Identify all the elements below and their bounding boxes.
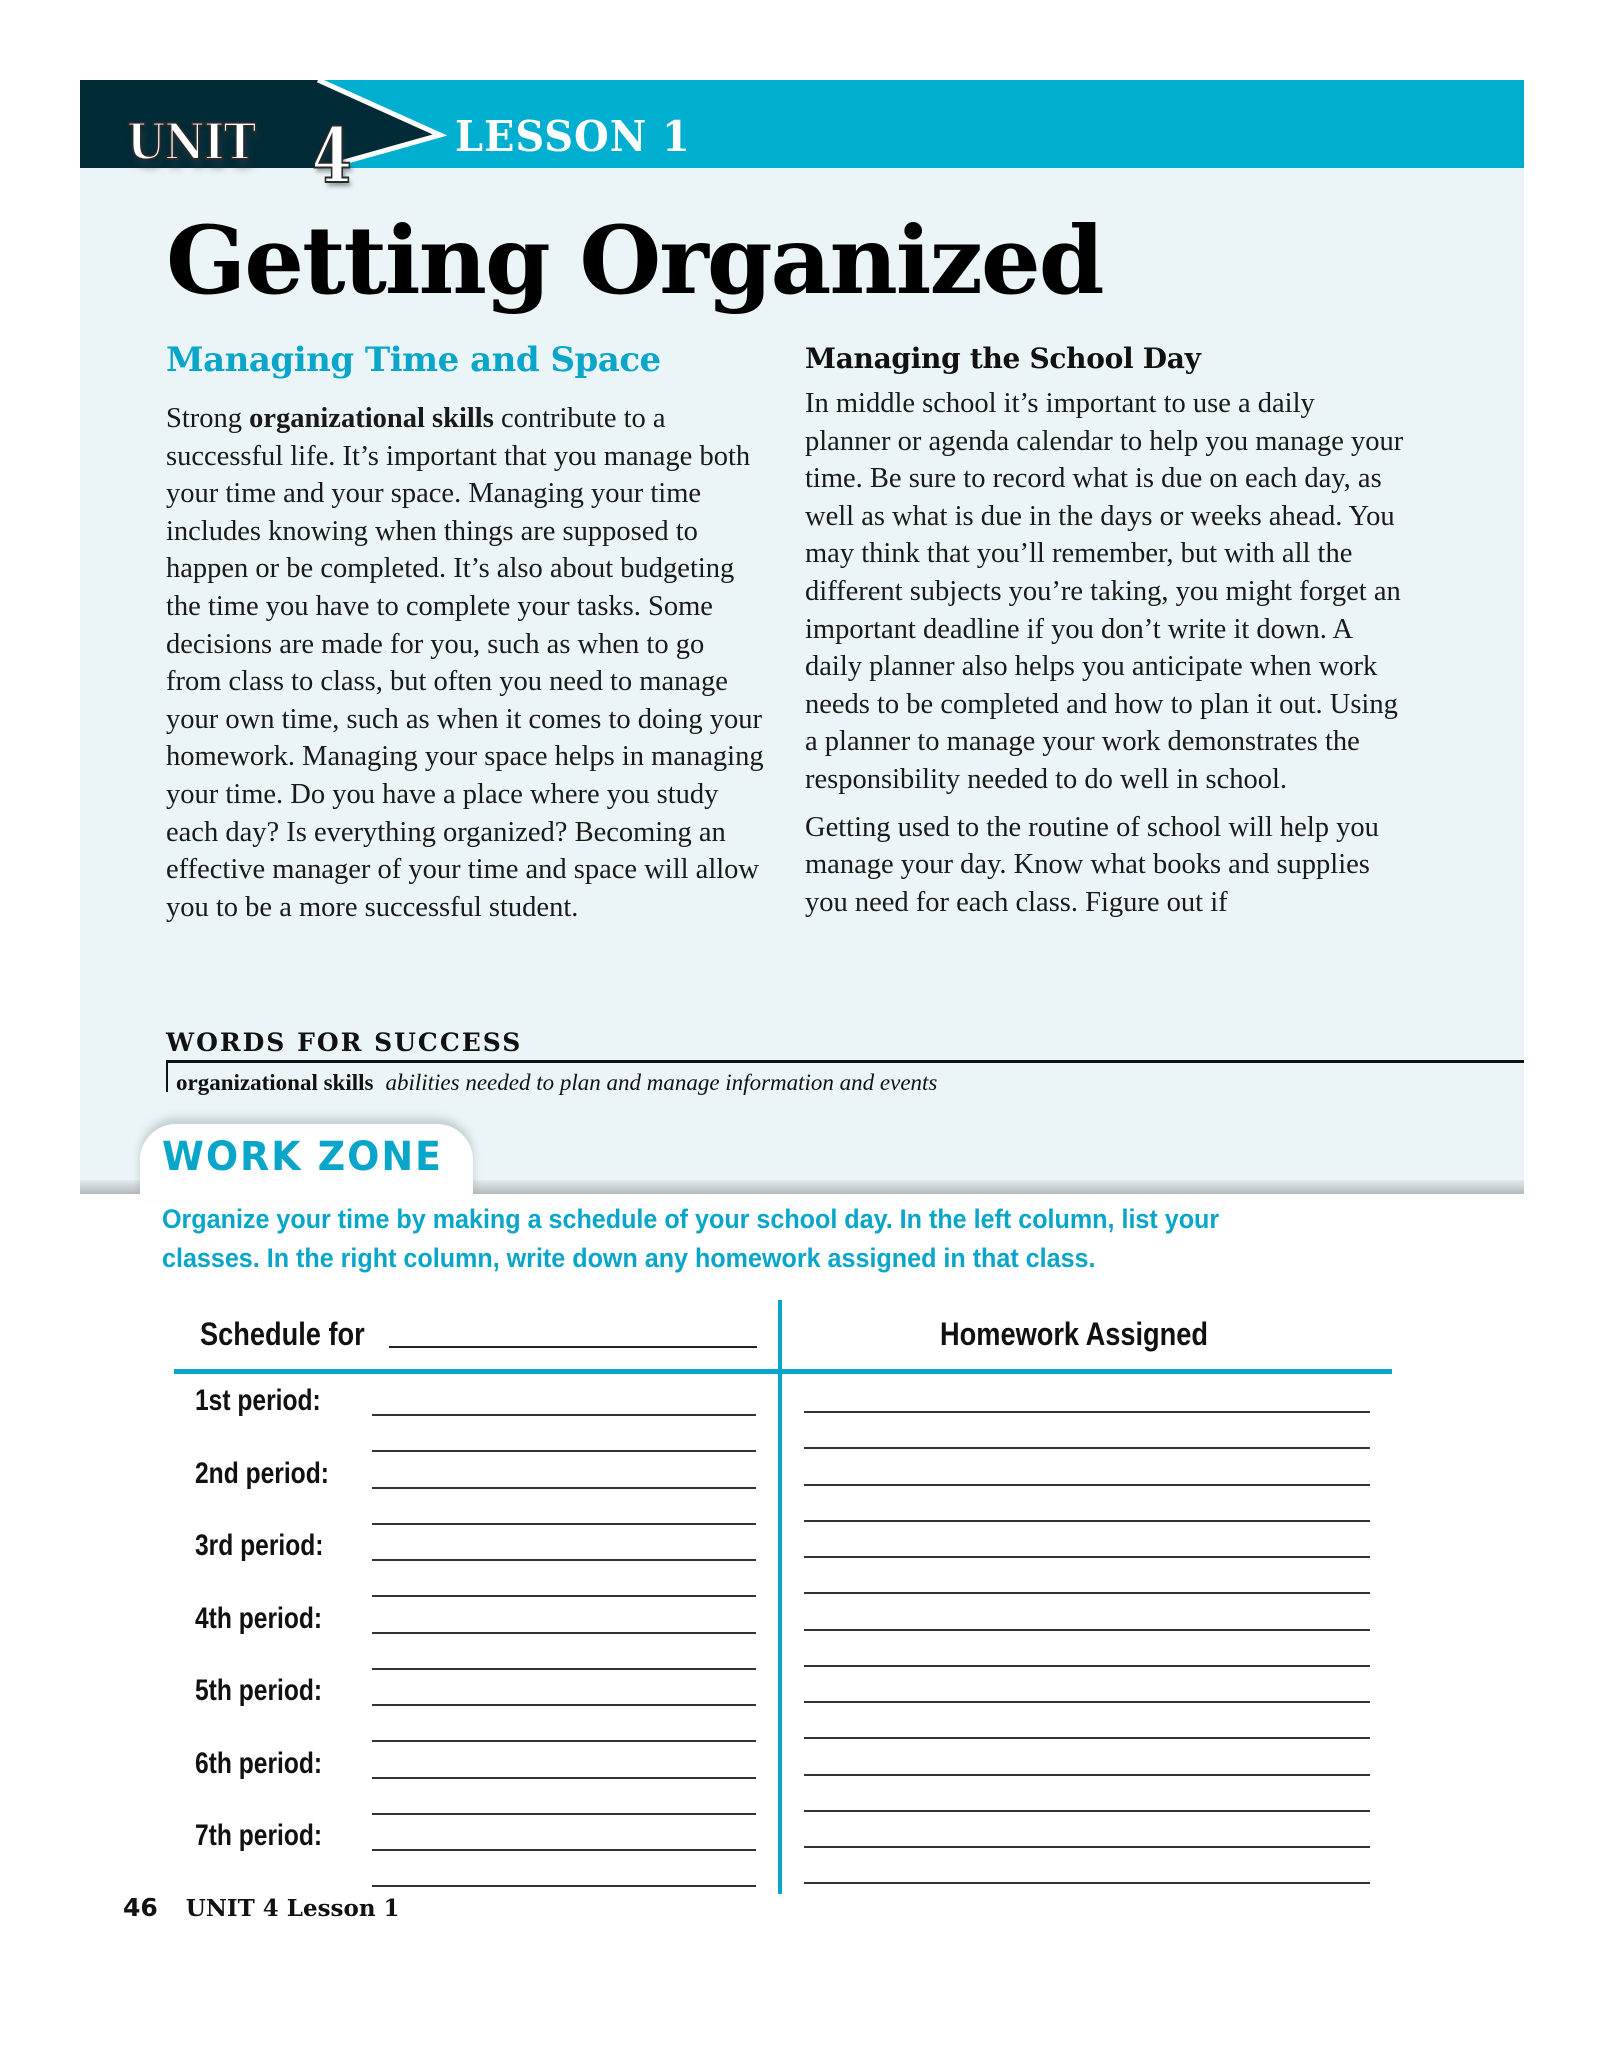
class-input-line[interactable] bbox=[372, 1595, 756, 1597]
table-header-rule bbox=[174, 1369, 1392, 1374]
schedule-row bbox=[0, 1384, 1604, 1456]
period-label: 4th period: bbox=[195, 1601, 323, 1635]
period-label: 7th period: bbox=[195, 1819, 323, 1852]
vocabulary-definition: abilities needed to plan and manage information and events bbox=[385, 1070, 938, 1095]
right-column-text bbox=[805, 385, 1405, 921]
class-input-line[interactable] bbox=[372, 1668, 756, 1670]
homework-input-line[interactable] bbox=[804, 1629, 1370, 1631]
words-for-success-heading: WORDS FOR SUCCESS bbox=[166, 1028, 523, 1057]
period-label: 6th period: bbox=[195, 1746, 323, 1780]
words-for-success-tick bbox=[166, 1060, 168, 1092]
schedule-row bbox=[0, 1602, 1604, 1674]
lesson-label: LESSON 1 bbox=[455, 112, 691, 161]
unit-banner-arrow bbox=[80, 80, 1524, 168]
paragraph: In middle school it’s important to use a daily planner or agenda calendar to help you manage your time. Be sure to record what is due on each day, as well as what is due in the days or weeks ahead. You may think that you’ll remember, but with all the different subjects you’re taking, you might forget an important deadline if you don’t write it down. A daily planner also helps you anticipate when work needs to be completed and how to plan it out. Using a planner to manage your work demonstrates the responsibility needed to do well in school. bbox=[805, 388, 1404, 795]
schedule-row bbox=[0, 1819, 1604, 1891]
text-run: Strong bbox=[166, 403, 250, 434]
schedule-row bbox=[0, 1529, 1604, 1601]
unit-label: UNIT bbox=[127, 112, 256, 171]
schedule-row bbox=[0, 1747, 1604, 1819]
work-zone-instructions: Organize your time by making a schedule of your school day. In the left column, list your classes. In the right column, write down any homework assigned in that class. bbox=[162, 1204, 1220, 1273]
homework-input-line[interactable] bbox=[804, 1846, 1370, 1848]
class-input-line[interactable] bbox=[372, 1813, 756, 1815]
homework-input-line[interactable] bbox=[804, 1665, 1370, 1667]
section-heading-time-space: Managing Time and Space bbox=[166, 340, 661, 380]
class-input-line[interactable] bbox=[372, 1704, 756, 1706]
period-label: 3rd period: bbox=[195, 1529, 324, 1562]
homework-input-line[interactable] bbox=[804, 1447, 1370, 1449]
class-input-line[interactable] bbox=[372, 1450, 756, 1452]
homework-input-line[interactable] bbox=[804, 1520, 1370, 1522]
period-label: 1st period: bbox=[195, 1384, 321, 1417]
class-input-line[interactable] bbox=[372, 1632, 756, 1634]
schedule-for-label: Schedule for bbox=[200, 1316, 365, 1352]
homework-input-line[interactable] bbox=[804, 1882, 1370, 1884]
class-input-line[interactable] bbox=[372, 1559, 756, 1561]
key-term: organizational skills bbox=[249, 403, 494, 434]
words-for-success-rule bbox=[166, 1060, 1524, 1063]
homework-input-line[interactable] bbox=[804, 1484, 1370, 1486]
class-input-line[interactable] bbox=[372, 1885, 756, 1887]
vocabulary-entry bbox=[176, 1070, 937, 1096]
class-input-line[interactable] bbox=[372, 1487, 756, 1489]
page-footer bbox=[123, 1893, 400, 1922]
class-input-line[interactable] bbox=[372, 1849, 756, 1851]
class-input-line[interactable] bbox=[372, 1740, 756, 1742]
section-heading-school-day: Managing the School Day bbox=[805, 342, 1201, 375]
schedule-row bbox=[0, 1457, 1604, 1529]
text-run: contribute to a successful life. It’s important that you manage both your time and your space. Managing your time includes knowing when things are supposed to happen or be completed. It’s also about budgeting the time you have to complete your tasks. Some decisions are made for you, such as when to go from class to class, but often you need to manage your own time, such as when it comes to doing your homework. Managing your space helps in managing your time. Do you have a place where you study each day? Is everything organized? Becoming an effective manager of your time and space will allow you to be a more successful student. bbox=[166, 403, 764, 923]
page-number: 46 bbox=[123, 1893, 158, 1922]
homework-input-line[interactable] bbox=[804, 1810, 1370, 1812]
period-label: 5th period: bbox=[195, 1674, 323, 1707]
footer-unit-lesson: UNIT 4 Lesson 1 bbox=[185, 1895, 400, 1922]
vocabulary-term: organizational skills bbox=[176, 1070, 374, 1095]
class-input-line[interactable] bbox=[372, 1414, 756, 1416]
homework-input-line[interactable] bbox=[804, 1411, 1370, 1413]
homework-assigned-header: Homework Assigned bbox=[940, 1316, 1209, 1352]
homework-input-line[interactable] bbox=[804, 1774, 1370, 1776]
schedule-for-input-line[interactable] bbox=[389, 1346, 757, 1348]
work-zone-label: WORK ZONE bbox=[162, 1134, 443, 1180]
schedule-row bbox=[0, 1674, 1604, 1746]
homework-input-line[interactable] bbox=[804, 1701, 1370, 1703]
unit-number: 4 bbox=[312, 111, 352, 200]
homework-input-line[interactable] bbox=[804, 1592, 1370, 1594]
page-title: Getting Organized bbox=[166, 206, 1103, 316]
period-label: 2nd period: bbox=[195, 1456, 329, 1490]
homework-input-line[interactable] bbox=[804, 1737, 1370, 1739]
class-input-line[interactable] bbox=[372, 1777, 756, 1779]
left-column-text bbox=[166, 400, 766, 926]
paragraph bbox=[166, 400, 766, 926]
class-input-line[interactable] bbox=[372, 1523, 756, 1525]
paragraph: Getting used to the routine of school will help you manage your day. Know what books and supplies you need for each class. Figure out if bbox=[805, 811, 1379, 918]
homework-input-line[interactable] bbox=[804, 1556, 1370, 1558]
